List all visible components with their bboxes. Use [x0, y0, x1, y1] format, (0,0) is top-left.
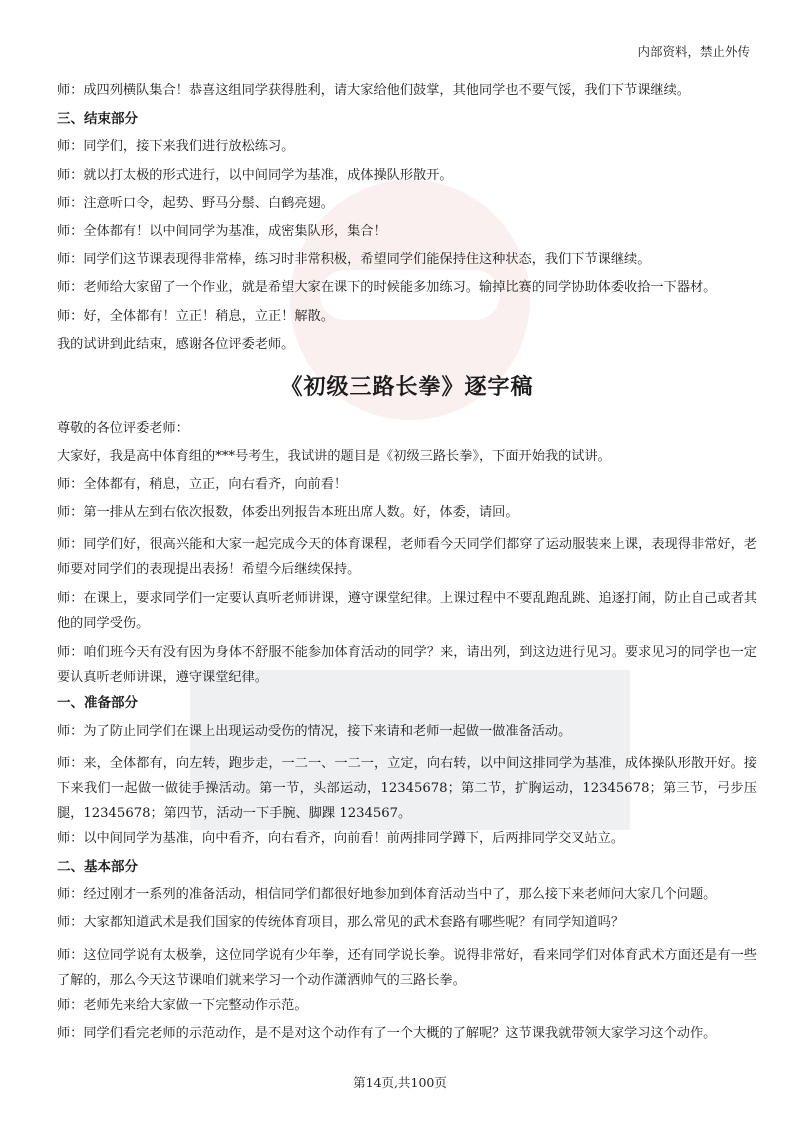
text-line: 师：注意听口令，起势、野马分鬃、白鹤亮翅。 — [57, 195, 334, 211]
text-line: 师：就以打太极的形式进行，以中间同学为基准，成体操队形散开。 — [57, 167, 453, 183]
section-heading-ending: 三、结束部分 — [57, 111, 138, 128]
section-heading-prep: 一、准备部分 — [57, 695, 138, 712]
text-paragraph: 师：同学们好，很高兴能和大家一起完成今天的体育课程，老师看今天同学们都穿了运动服装来上课，表现得非常好，老师要对同学们的表现提出表扬！希望今后继续保持。 — [57, 537, 757, 578]
text-line: 师：经过刚才一系列的准备活动，相信同学们都很好地参加到体育活动当中了，那么接下来老师问大家几个问题。 — [57, 887, 717, 903]
document-body — [57, 82, 757, 1053]
text-line: 师：大家都知道武术是我们国家的传统体育项目，那么常见的武术套路有哪些呢？有同学知道吗？ — [57, 915, 625, 931]
text-line: 师：全体都有，稍息，立正，向右看齐，向前看！ — [57, 477, 348, 493]
salutation: 尊敬的各位评委老师： — [57, 420, 189, 436]
text-paragraph: 师：这位同学说有太极拳，这位同学说有少年拳，还有同学说长拳。说得非常好，看来同学们对体育武术方面还是有一些了解的，那么今天这节课咱们就来学习一个动作潇洒帅气的三路长拳。 — [57, 947, 757, 988]
text-line: 师：好，全体都有！立正！稍息，立正！解散。 — [57, 308, 334, 324]
text-line: 我的试讲到此结束，感谢各位评委老师。 — [57, 336, 295, 352]
text-line: 师：为了防止同学们在课上出现运动受伤的情况，接下来请和老师一起做一做准备活动。 — [57, 723, 572, 739]
text-paragraph: 师：来，全体都有，向左转，跑步走，一二一、一二一，立定，向右转，以中间这排同学为基准，成体操队形散开好。接下来我们一起做一做徒手操活动。第一节，头部运动，12345678；第二节，扩胸运动，12345678；第三节，弓步压腿，12345678；第四节，活动一下手腕、脚踝 1234567。 — [57, 755, 757, 821]
text-line: 师：全体都有！以中间同学为基准，成密集队形，集合！ — [57, 223, 387, 239]
confidential-note: 内部资料，禁止外传 — [637, 44, 750, 59]
text-line: 大家好，我是高中体育组的***号考生，我试讲的题目是《初级三路长拳》，下面开始我的试讲。 — [57, 448, 611, 464]
text-line: 师：同学们看完老师的示范动作，是不是对这个动作有了一个大概的了解呢？这节课我就带领大家学习这个动作。 — [57, 1025, 717, 1041]
text-line: 师：老师给大家留了一个作业，就是希望大家在课下的时候能多加练习。输掉比赛的同学协助体委收拾一下器材。 — [57, 280, 717, 296]
document-title: 《初级三路长拳》逐字稿 — [280, 373, 534, 400]
text-line: 师：同学们，接下来我们进行放松练习。 — [57, 139, 295, 155]
text-line: 师：以中间同学为基准，向中看齐，向右看齐，向前看！前两排同学蹲下，后两排同学交叉站立。 — [57, 830, 625, 846]
text-paragraph: 师：咱们班今天有没有因为身体不舒服不能参加体育活动的同学？来，请出列，到这边进行见习。要求见习的同学也一定要认真听老师讲课，遵守课堂纪律。 — [57, 645, 757, 686]
text-line: 师：老师先来给大家做一下完整动作示范。 — [57, 997, 308, 1013]
text-line: 师：第一排从左到右依次报数，体委出列报告本班出席人数。好，体委，请回。 — [57, 505, 519, 521]
text-line: 师：同学们这节课表现得非常棒，练习时非常积极，希望同学们能保持住这种状态，我们下节课继续。 — [57, 252, 651, 268]
page-number: 第14页,共100页 — [353, 1075, 447, 1090]
section-heading-basic: 二、基本部分 — [57, 859, 138, 875]
text-line: 师：成四列横队集合！恭喜这组同学获得胜利，请大家给他们鼓掌，其他同学也不要气馁，我们下节课继续。 — [57, 83, 690, 98]
text-paragraph: 师：在课上，要求同学们一定要认真听老师讲课，遵守课堂纪律。上课过程中不要乱跑乱跳、追逐打闹，防止自己或者其他的同学受伤。 — [57, 591, 757, 632]
